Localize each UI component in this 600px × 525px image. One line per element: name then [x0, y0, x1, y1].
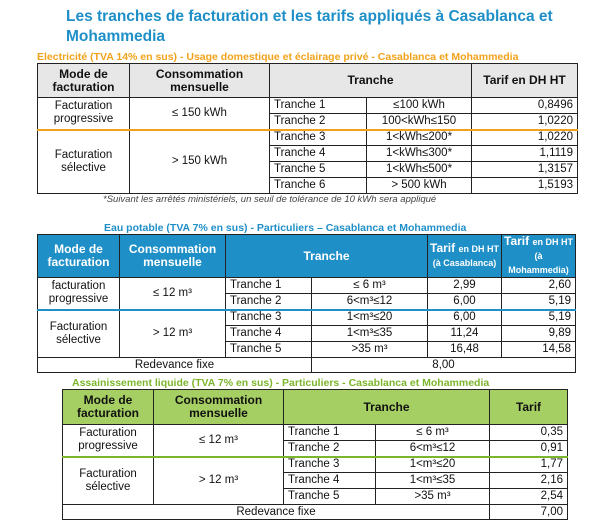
tarif-casablanca-cell: 6,00	[428, 294, 502, 310]
table-header-row	[38, 64, 578, 98]
consumption-cell: > 12 m³	[154, 457, 284, 505]
fee-value: 8,00	[312, 358, 576, 373]
table-header-row	[63, 390, 568, 425]
header-tarif: Tarif	[490, 390, 568, 425]
range-cell: 6<m³≤12	[312, 294, 428, 310]
tarif-city: (à Casablanca)	[432, 258, 497, 268]
water-table	[37, 234, 576, 373]
electricity-table	[37, 63, 578, 194]
range-cell: 100<kWh≤150	[367, 114, 472, 130]
tranche-cell: Tranche 3	[226, 310, 312, 326]
tarif-unit: en DH HT	[458, 244, 499, 254]
table-row	[38, 130, 578, 146]
tranche-cell: Tranche 4	[284, 473, 376, 489]
tranche-cell: Tranche 2	[226, 294, 312, 310]
tarif-cell: 1,0220	[472, 114, 578, 130]
range-cell: >35 m³	[312, 342, 428, 358]
range-cell: 1<m³≤35	[312, 326, 428, 342]
mode-cell: Facturation sélective	[38, 310, 120, 358]
header-consumption: Consommation mensuelle	[154, 390, 284, 425]
mode-cell: Facturation sélective	[63, 457, 154, 505]
electricity-caption: Electricité (TVA 14% en sus) - Usage domestique et éclairage privé - Casablanca et Mohammedia	[37, 51, 519, 63]
header-consumption: Consommation mensuelle	[120, 235, 226, 278]
range-cell: ≤ 6 m³	[376, 425, 490, 441]
consumption-cell: > 150 kWh	[130, 130, 270, 194]
consumption-cell: ≤ 12 m³	[120, 278, 226, 310]
tarif-mohammedia-cell: 5,19	[502, 294, 576, 310]
consumption-cell: > 12 m³	[120, 310, 226, 358]
water-caption: Eau potable (TVA 7% en sus) - Particuliers – Casablanca et Mohammedia	[104, 222, 467, 234]
range-cell: 6<m³≤12	[376, 441, 490, 457]
fee-label: Redevance fixe	[63, 505, 490, 520]
header-mode: Mode de facturation	[63, 390, 154, 425]
range-cell: > 500 kWh	[367, 178, 472, 194]
range-cell: 1<kWh≤200*	[367, 130, 472, 146]
tarif-cell: 1,5193	[472, 178, 578, 194]
header-tranche: Tranche	[226, 235, 428, 278]
table-row	[38, 310, 576, 326]
tarif-casablanca-cell: 6,00	[428, 310, 502, 326]
tarif-casablanca-cell: 2,99	[428, 278, 502, 294]
tarif-label: Tarif	[504, 234, 530, 248]
range-cell: ≤ 6 m³	[312, 278, 428, 294]
range-cell: 1<m³≤20	[376, 457, 490, 473]
tranche-cell: Tranche 1	[270, 98, 367, 114]
tarif-mohammedia-cell: 2,60	[502, 278, 576, 294]
header-mode: Mode de facturation	[38, 235, 120, 278]
sanitation-caption: Assainissement liquide (TVA 7% en sus) - Particuliers - Casablanca et Mohammedia	[72, 377, 490, 389]
range-cell: ≤100 kWh	[367, 98, 472, 114]
fee-value: 7,00	[490, 505, 568, 520]
consumption-cell: ≤ 150 kWh	[130, 98, 270, 130]
range-cell: 1<m³≤35	[376, 473, 490, 489]
tarif-cell: 0,35	[490, 425, 568, 441]
table-header-row	[38, 235, 576, 278]
tarif-casablanca-cell: 16,48	[428, 342, 502, 358]
mode-cell: Facturation progressive	[63, 425, 154, 457]
range-cell: 1<kWh≤500*	[367, 162, 472, 178]
tarif-mohammedia-cell: 5,19	[502, 310, 576, 326]
tranche-cell: Tranche 1	[226, 278, 312, 294]
table-row	[63, 425, 568, 441]
tarif-label: Tarif	[430, 241, 456, 255]
header-mode: Mode de facturation	[38, 64, 130, 98]
tarif-casablanca-cell: 11,24	[428, 326, 502, 342]
fee-row	[63, 505, 568, 520]
tarif-unit: en DH HT	[532, 237, 573, 247]
range-cell: 1<kWh≤300*	[367, 146, 472, 162]
tranche-cell: Tranche 5	[284, 489, 376, 505]
fee-row	[38, 358, 576, 373]
mode-cell: facturation progressive	[38, 278, 120, 310]
tranche-cell: Tranche 2	[270, 114, 367, 130]
tranche-cell: Tranche 3	[270, 130, 367, 146]
tarif-cell: 1,1119	[472, 146, 578, 162]
tranche-cell: Tranche 3	[284, 457, 376, 473]
tarif-cell: 2,16	[490, 473, 568, 489]
header-tarif-mohammedia	[502, 235, 576, 278]
electricity-footnote: *Suivant les arrêtés ministériels, un seuil de tolérance de 10 kWh sera appliqué	[103, 194, 437, 205]
tarif-cell: 1,0220	[472, 130, 578, 146]
tranche-cell: Tranche 6	[270, 178, 367, 194]
header-tranche: Tranche	[270, 64, 472, 98]
header-tarif-casablanca	[428, 235, 502, 278]
tarif-cell: 0,91	[490, 441, 568, 457]
table-row	[38, 98, 578, 114]
sanitation-table	[62, 389, 568, 520]
tranche-cell: Tranche 5	[226, 342, 312, 358]
tranche-cell: Tranche 5	[270, 162, 367, 178]
header-consumption: Consommation mensuelle	[130, 64, 270, 98]
tarif-mohammedia-cell: 14,58	[502, 342, 576, 358]
consumption-cell: ≤ 12 m³	[154, 425, 284, 457]
table-row	[38, 278, 576, 294]
tarif-cell: 0,8496	[472, 98, 578, 114]
tranche-cell: Tranche 4	[226, 326, 312, 342]
tranche-cell: Tranche 1	[284, 425, 376, 441]
page-title: Les tranches de facturation et les tarifs appliqués à Casablanca et Mohammedia	[66, 8, 553, 45]
tarif-mohammedia-cell: 9,89	[502, 326, 576, 342]
mode-cell: Facturation progressive	[38, 98, 130, 130]
range-cell: >35 m³	[376, 489, 490, 505]
range-cell: 1<m³≤20	[312, 310, 428, 326]
tarif-cell: 1,77	[490, 457, 568, 473]
tranche-cell: Tranche 4	[270, 146, 367, 162]
header-tarif: Tarif en DH HT	[472, 64, 578, 98]
tranche-cell: Tranche 2	[284, 441, 376, 457]
fee-label: Redevance fixe	[38, 358, 312, 373]
tarif-city: (à Mohammedia)	[508, 251, 569, 275]
mode-cell: Facturation sélective	[38, 130, 130, 194]
header-tranche: Tranche	[284, 390, 490, 425]
tarif-cell: 1,3157	[472, 162, 578, 178]
tarif-cell: 2,54	[490, 489, 568, 505]
table-row	[63, 457, 568, 473]
